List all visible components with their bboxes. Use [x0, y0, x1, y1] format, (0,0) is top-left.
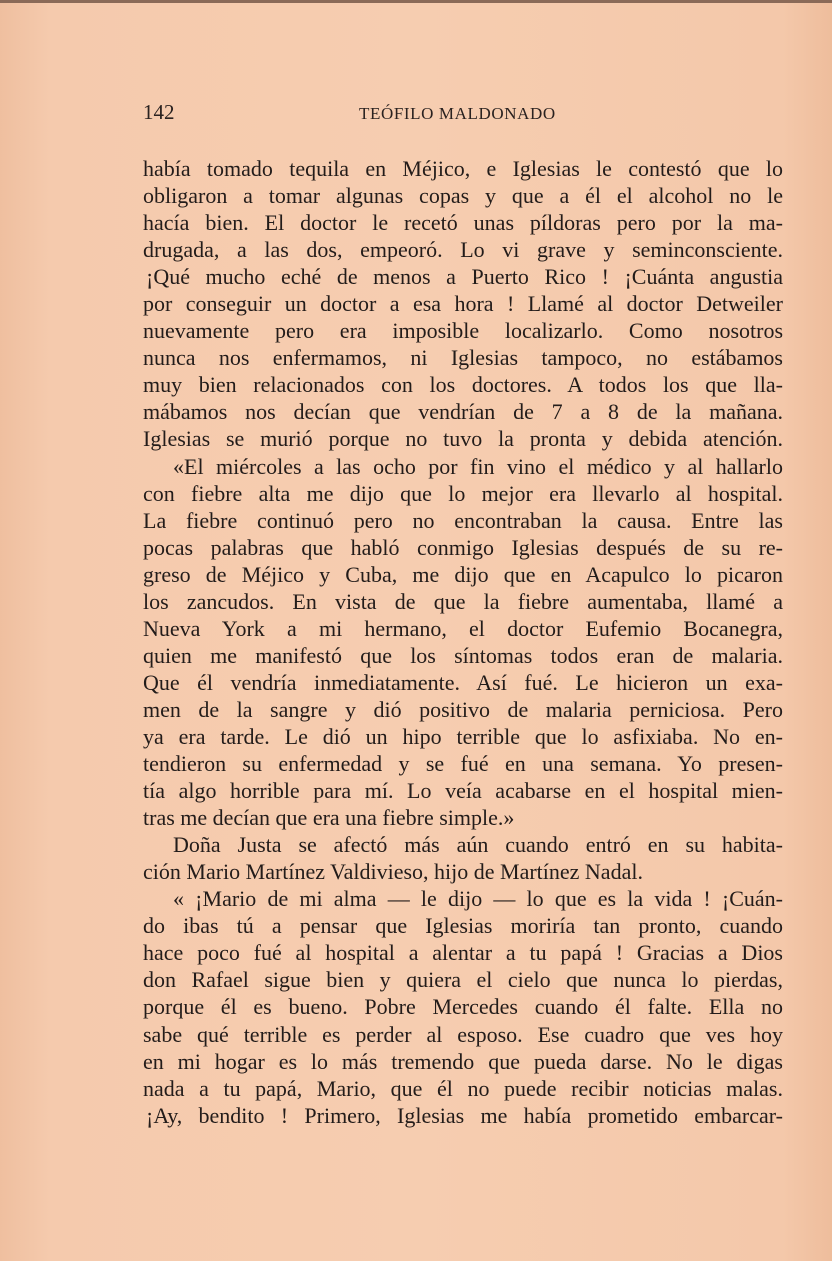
text-line: ¡Qué mucho eché de menos a Puerto Rico ! ¡Cuánta angustia: [146, 264, 783, 290]
text-line: hace poco fué al hospital a alentar a tu papá ! Gracias a Dios: [143, 940, 783, 966]
text-line: quien me manifestó que los síntomas todos eran de malaria.: [143, 642, 783, 668]
text-line: ya era tarde. Le dió un hipo terrible que lo asfixiaba. No en-: [143, 723, 783, 749]
text-line: men de la sangre y dió positivo de malaria perniciosa. Pero: [143, 696, 783, 722]
text-line: ción Mario Martínez Valdivieso, hijo de Martínez Nadal.: [143, 859, 643, 885]
text-line: sabe qué terrible es perder al esposo. Ese cuadro que ves hoy: [143, 1021, 783, 1047]
text-line: tras me decían que era una fiebre simple.»: [143, 805, 515, 831]
text-line: Iglesias se murió porque no tuvo la pronta y debida atención.: [143, 426, 783, 452]
text-line: había tomado tequila en Méjico, e Iglesias le contestó que lo: [143, 156, 783, 181]
page-header: [143, 100, 783, 130]
text-line: «El miércoles a las ocho por fin vino el médico y al hallarlo: [173, 453, 783, 479]
text-line: « ¡Mario de mi alma — le dijo — lo que es la vida ! ¡Cuán-: [173, 886, 783, 912]
text-line: nuevamente pero era imposible localizarlo. Como nosotros: [143, 318, 783, 344]
text-line: nunca nos enfermamos, ni Iglesias tampoco, no estábamos: [143, 345, 783, 371]
text-line: porque él es bueno. Pobre Mercedes cuando él falte. Ella no: [143, 994, 783, 1020]
page-number: 142: [143, 100, 175, 124]
text-line: drugada, a las dos, empeoró. Lo vi grave y seminconsciente.: [143, 237, 783, 263]
text-line: don Rafael sigue bien y quiera el cielo que nunca lo pierdas,: [143, 967, 783, 993]
text-line: Que él vendría inmediatamente. Así fué. Le hicieron un exa-: [143, 669, 783, 695]
text-line: nada a tu papá, Mario, que él no puede recibir noticias malas.: [143, 1075, 783, 1101]
text-line: con fiebre alta me dijo que lo mejor era llevarlo al hospital.: [143, 480, 783, 506]
text-line: por conseguir un doctor a esa hora ! Llamé al doctor Detweiler: [143, 291, 783, 317]
text-line: en mi hogar es lo más tremendo que pueda darse. No le digas: [143, 1048, 783, 1074]
text-line: los zancudos. En vista de que la fiebre aumentaba, llamé a: [143, 588, 783, 614]
text-line: ¡Ay, bendito ! Primero, Iglesias me había prometido embarcar-: [146, 1102, 783, 1128]
text-line: tendieron su enfermedad y se fué en una semana. Yo presen-: [143, 751, 783, 777]
page-top-edge: [0, 0, 832, 3]
text-line: La fiebre continuó pero no encontraban la causa. Entre las: [143, 507, 783, 533]
text-line: muy bien relacionados con los doctores. A todos los que lla-: [143, 372, 783, 398]
text-line: pocas palabras que habló conmigo Iglesias después de su re-: [143, 534, 783, 560]
body-text: [143, 155, 783, 1129]
text-line: do ibas tú a pensar que Iglesias moriría tan pronto, cuando: [143, 913, 783, 939]
text-line: Nueva York a mi hermano, el doctor Eufemio Bocanegra,: [143, 615, 783, 641]
text-line: mábamos nos decían que vendrían de 7 a 8 de la mañana.: [143, 399, 783, 425]
text-line: Doña Justa se afectó más aún cuando entró en su habita-: [173, 832, 783, 858]
text-line: hacía bien. El doctor le recetó unas píldoras pero por la ma-: [143, 210, 783, 236]
text-line: obligaron a tomar algunas copas y que a él el alcohol no le: [143, 183, 783, 209]
text-line: greso de Méjico y Cuba, me dijo que en Acapulco lo picaron: [143, 561, 783, 587]
running-head: TEÓFILO MALDONADO: [359, 104, 556, 123]
text-line: tía algo horrible para mí. Lo veía acabarse en el hospital mien-: [143, 778, 783, 804]
